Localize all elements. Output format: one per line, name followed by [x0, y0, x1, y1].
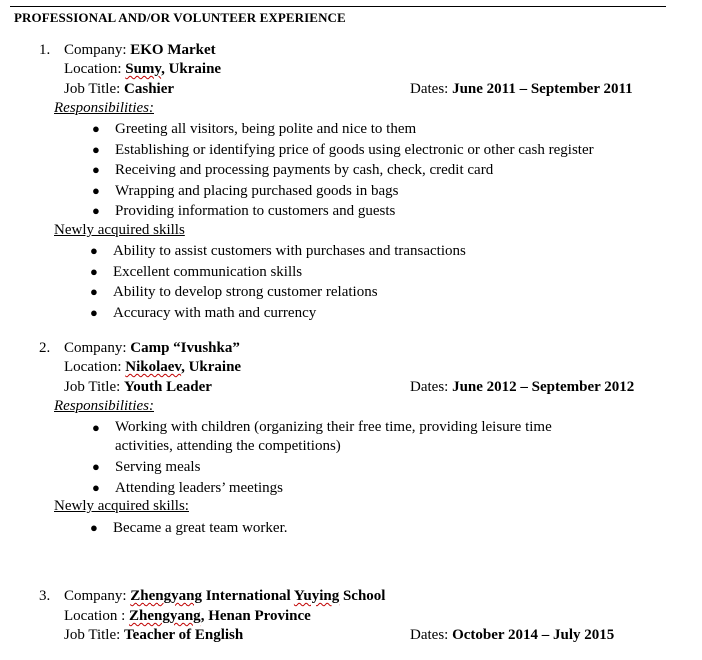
bullet-icon: ●	[90, 263, 98, 279]
location-country: , Ukraine	[161, 61, 222, 77]
list-item: ● Excellent communication skills	[113, 262, 466, 283]
bullet-icon: ●	[92, 121, 100, 136]
job-title-label: Job Title:	[64, 81, 125, 97]
bullet-icon: ●	[90, 243, 98, 258]
job-title: Teacher of English	[124, 627, 244, 643]
dates-label: Dates:	[410, 81, 453, 97]
company-name: Camp “Ivushka”	[130, 340, 240, 356]
bullet-icon: ●	[92, 479, 100, 495]
dates-line	[410, 378, 634, 397]
responsibilities-heading: Responsibilities:	[54, 398, 154, 414]
section-title: PROFESSIONAL AND/OR VOLUNTEER EXPERIENCE	[14, 10, 346, 25]
bullet-icon: ●	[92, 203, 100, 218]
job-title-line	[64, 80, 174, 99]
location-label: Location:	[64, 359, 126, 375]
list-item: ● Wrapping and placing purchased goods in bags	[115, 181, 594, 202]
location-city: Sumy	[125, 61, 162, 77]
responsibilities-list	[92, 119, 594, 222]
bullet-icon: ●	[90, 284, 98, 299]
company-label: Company:	[64, 588, 131, 604]
dates-label: Dates:	[410, 627, 453, 643]
entry-number: 1.	[39, 42, 51, 58]
list-item: ● Serving meals	[115, 457, 552, 478]
location-line	[64, 358, 241, 377]
job-title: Youth Leader	[124, 379, 212, 395]
company-name: EKO Market	[130, 42, 216, 58]
list-item: ● Providing information to customers and guests	[115, 201, 594, 222]
dates-label: Dates:	[410, 379, 453, 395]
company-line: Company: Zhengyang International Yuying School	[64, 588, 386, 604]
responsibilities-list	[92, 418, 552, 498]
skills-list	[90, 518, 288, 539]
list-item: ● Became a great team worker.	[113, 518, 288, 539]
skills-heading: Newly acquired skills:	[54, 498, 189, 514]
dates: June 2011 – September 2011	[452, 81, 633, 97]
entry-number: 3.	[39, 588, 51, 604]
location-line	[64, 60, 221, 79]
responsibilities-heading: Responsibilities:	[54, 100, 154, 116]
location-label: Location:	[64, 61, 126, 77]
list-item: ● Receiving and processing payments by cash, check, credit card	[115, 160, 594, 181]
company-label: Company:	[64, 42, 131, 58]
location-country: , Ukraine	[181, 359, 242, 375]
skills-list	[90, 241, 466, 323]
job-title-label: Job Title:	[64, 627, 125, 643]
dates: June 2012 – September 2012	[452, 379, 635, 395]
dates-line	[410, 626, 614, 645]
list-item: ● Establishing or identifying price of goods using electronic or other cash register	[115, 140, 594, 161]
skills-heading: Newly acquired skills	[54, 222, 185, 238]
bullet-icon: ●	[92, 141, 100, 157]
company-label: Company:	[64, 340, 131, 356]
company-name-part: Zhengyang	[130, 588, 202, 604]
job-title-line	[64, 378, 212, 397]
bullet-icon: ●	[92, 182, 100, 198]
list-item: ● Greeting all visitors, being polite and nice to them	[115, 119, 594, 140]
top-rule	[10, 6, 666, 7]
bullet-icon: ●	[92, 420, 100, 435]
location-line	[64, 607, 311, 626]
job-title-label: Job Title:	[64, 379, 125, 395]
dates: October 2014 – July 2015	[452, 627, 615, 643]
location-region: , Henan Province	[200, 608, 311, 624]
list-item: ● Ability to assist customers with purchases and transactions	[113, 241, 466, 262]
list-item: ● Ability to develop strong customer relations	[113, 282, 466, 303]
location-city: Nikolaev	[125, 359, 182, 375]
list-item: ● Attending leaders’ meetings	[115, 478, 552, 499]
job-title-line	[64, 626, 243, 645]
list-item: ● Accuracy with math and currency	[113, 303, 466, 324]
company-line	[64, 339, 240, 358]
location-label: Location :	[64, 608, 129, 624]
list-item: ● Working with children (organizing their free time, providing leisure time activities, attending the competitions)	[92, 419, 552, 454]
company-name-part: Yuying	[293, 588, 340, 604]
location-city: Zhengyang	[128, 608, 201, 624]
company-line	[64, 41, 216, 60]
bullet-icon: ●	[92, 162, 100, 177]
bullet-icon: ●	[92, 459, 100, 474]
bullet-icon: ●	[90, 304, 98, 320]
job-title: Cashier	[124, 81, 175, 97]
dates-line	[410, 80, 633, 99]
bullet-icon: ●	[90, 520, 98, 535]
entry-number: 2.	[39, 340, 51, 356]
